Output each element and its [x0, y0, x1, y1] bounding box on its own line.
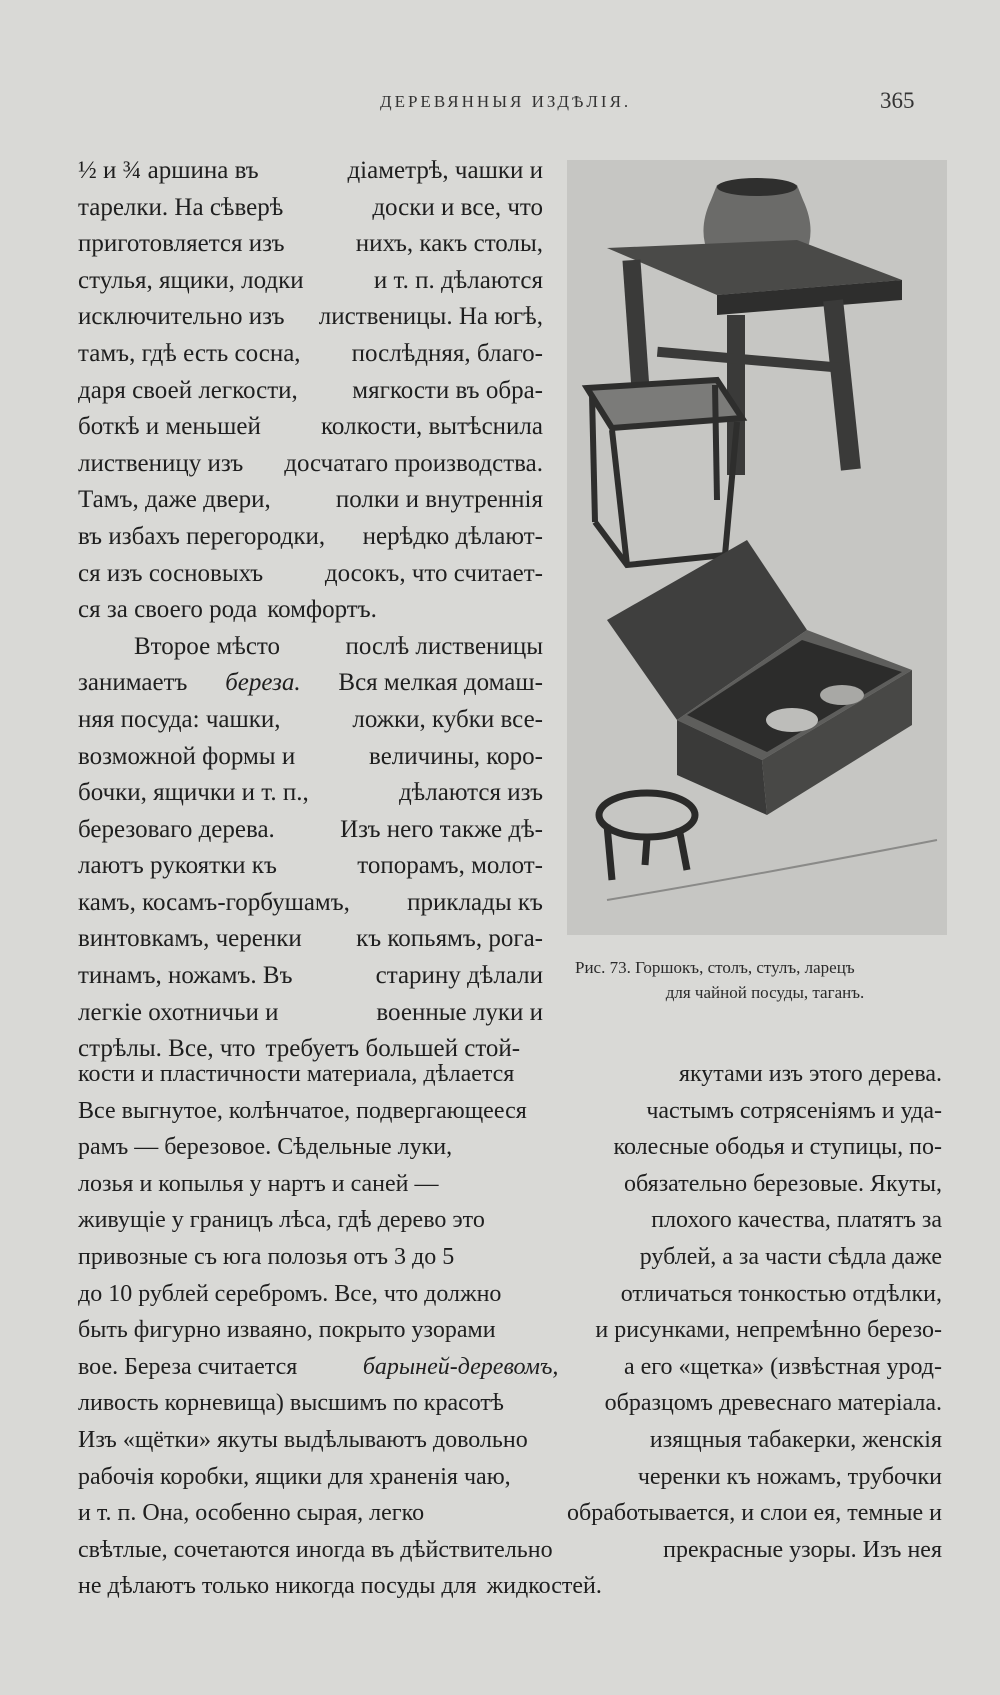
figure-caption [575, 955, 955, 1005]
text-line [78, 409, 543, 446]
text-segment: колкости, вытѣснила [321, 413, 543, 441]
text-segment: изящныя табакерки, женскія [649, 1426, 942, 1453]
text-segment: стрѣлы. Все, что [78, 1035, 256, 1063]
text-line [78, 1459, 942, 1496]
text-line [78, 1093, 942, 1130]
text-segment: плохого качества, платятъ за [651, 1207, 942, 1234]
text-segment: комфортъ. [267, 596, 377, 624]
text-segment: прекрасные узоры. Изъ нея [663, 1536, 942, 1563]
text-segment: досокъ, что считает- [324, 559, 543, 587]
text-segment: послѣ лиственицы [345, 632, 543, 660]
text-segment: тамъ, гдѣ есть сосна, [78, 339, 301, 367]
illustration-pot-table-stool-box-trivet [567, 160, 947, 935]
text-segment: обработывается, и слои ея, темные и [567, 1500, 942, 1527]
text-line [78, 1495, 942, 1532]
text-segment: къ копьямъ, рога- [356, 925, 543, 953]
text-segment: лиственицы. На югѣ, [318, 303, 543, 331]
text-segment: военные луки и [376, 998, 543, 1026]
text-segment: и т. п. Она, особенно сырая, легко [78, 1500, 425, 1527]
text-segment: быть фигурно изваяно, покрыто узорами [78, 1317, 496, 1344]
text-line [78, 1312, 942, 1349]
text-segment: живущіе у границъ лѣса, гдѣ дерево это [78, 1207, 485, 1234]
text-segment: топорамъ, молот- [357, 852, 543, 880]
text-segment: приклады къ [407, 888, 543, 916]
text-line [78, 336, 543, 373]
text-segment: до 10 рублей серебромъ. Все, что должно [78, 1280, 502, 1307]
text-segment: послѣдняя, благо- [351, 339, 543, 367]
page-number: 365 [880, 88, 915, 113]
text-segment: тарелки. На сѣверѣ [78, 193, 284, 221]
text-line [78, 1422, 942, 1459]
text-line [78, 775, 543, 812]
text-segment: діаметрѣ, чашки и [347, 157, 543, 184]
caption-line: для чайной посуды, таганъ. [665, 983, 865, 1002]
narrow-text-column [78, 153, 543, 1068]
text-segment: образцомъ древеснаго матеріала. [604, 1390, 942, 1417]
text-segment: береза. [225, 669, 301, 697]
text-segment: бочки, ящички и т. п., [78, 779, 309, 807]
text-segment: и рисунками, непремѣнно березо- [595, 1317, 942, 1344]
text-line [78, 665, 543, 702]
text-segment: дѣлаются изъ [398, 779, 543, 807]
text-segment: колесные ободья и ступицы, по- [613, 1134, 942, 1161]
text-segment: лаютъ рукоятки къ [78, 852, 277, 880]
text-line [78, 299, 543, 336]
text-segment: легкіе охотничьи и [78, 998, 279, 1026]
text-line [78, 373, 543, 410]
text-line [78, 921, 543, 958]
text-segment: Изъ «щётки» якуты выдѣлываютъ довольно [78, 1426, 528, 1453]
text-segment: Изъ него также дѣ- [340, 815, 543, 843]
text-line [78, 1239, 942, 1276]
text-line [78, 190, 543, 227]
text-segment: занимаетъ [78, 669, 188, 697]
text-segment: рублей, а за части сѣдла даже [639, 1243, 942, 1270]
wide-text-column [78, 1056, 942, 1605]
text-segment: исключительно изъ [78, 303, 285, 331]
text-segment: камъ, косамъ-горбушамъ, [78, 888, 350, 916]
text-line [78, 702, 543, 739]
text-segment: даря своей легкости, [78, 376, 298, 404]
text-segment: полки и внутреннія [335, 486, 543, 514]
text-segment: доски и все, что [372, 193, 543, 221]
text-segment: Все выгнутое, колѣнчатое, подвергающееся [78, 1097, 527, 1124]
text-segment: Второе мѣсто [134, 632, 281, 660]
text-segment: ся за своего рода [78, 596, 258, 624]
text-line [78, 592, 543, 629]
text-segment: привозные съ юга полозья отъ 3 до 5 [78, 1243, 455, 1270]
text-segment: Вся мелкая домаш- [338, 669, 543, 697]
text-segment: боткѣ и меньшей [78, 413, 261, 441]
text-line [78, 1202, 942, 1239]
text-line [78, 263, 543, 300]
caption-line: Рис. 73. Горшокъ, столъ, стулъ, ларецъ [575, 958, 855, 977]
text-segment: приготовляется изъ [78, 230, 285, 258]
text-line [78, 519, 543, 556]
text-segment: отличаться тонкостью отдѣлки, [620, 1280, 942, 1307]
text-line [78, 556, 543, 593]
text-segment: въ избахъ перегородки, [78, 522, 326, 550]
text-line [78, 1056, 942, 1093]
text-segment: свѣтлые, сочетаются иногда въ дѣйствительно [78, 1536, 553, 1563]
text-segment: лиственицу изъ [78, 449, 244, 477]
text-line [78, 1385, 942, 1422]
text-line [78, 739, 543, 776]
text-line [78, 995, 543, 1032]
text-segment: ложки, кубки все- [352, 705, 543, 733]
text-segment: нерѣдко дѣлают- [362, 522, 543, 550]
text-line [78, 885, 543, 922]
text-segment: черенки къ ножамъ, трубочки [637, 1463, 942, 1490]
text-line [78, 1568, 942, 1605]
text-line [78, 153, 543, 190]
text-segment: требуетъ большей стой- [265, 1035, 521, 1063]
text-line [78, 629, 543, 666]
text-segment: ½ и ¾ аршина въ [78, 157, 259, 184]
text-segment: и т. п. дѣлаются [373, 266, 543, 294]
text-segment: ливость корневища) высшимъ по красотѣ [78, 1390, 504, 1417]
text-segment: возможной формы и [78, 742, 296, 770]
text-segment: мягкости въ обра- [352, 376, 543, 404]
text-segment: а его «щетка» (извѣстная урод- [623, 1353, 942, 1380]
text-segment: не дѣлаютъ только никогда посуды для [78, 1573, 477, 1600]
text-line [78, 226, 543, 263]
text-segment: нихъ, какъ столы, [355, 230, 543, 258]
text-segment: жидкостей. [486, 1573, 602, 1600]
text-line [78, 1129, 942, 1166]
text-segment: обязательно березовые. Якуты, [624, 1170, 942, 1197]
text-segment: частымъ сотрясеніямъ и уда- [646, 1097, 942, 1124]
text-segment: винтовкамъ, черенки [78, 925, 302, 953]
text-line [78, 958, 543, 995]
text-segment: березоваго дерева. [78, 815, 275, 843]
text-line [78, 1349, 942, 1386]
illustration-figure [567, 160, 947, 935]
text-segment: старину дѣлали [375, 962, 543, 990]
text-segment: досчатаго производства. [284, 449, 543, 477]
text-segment: лозья и копылья у нартъ и саней — [78, 1170, 439, 1197]
text-line [78, 482, 543, 519]
text-segment: вое. Береза считается [78, 1353, 298, 1380]
running-head: ДЕРЕВЯННЫЯ ИЗДѢЛІЯ. [380, 92, 632, 111]
text-segment: ся изъ сосновыхъ [78, 559, 264, 587]
text-segment: рабочія коробки, ящики для храненія чаю, [78, 1463, 511, 1490]
text-line [78, 1276, 942, 1313]
text-segment: тинамъ, ножамъ. Въ [78, 962, 293, 990]
text-segment: стулья, ящики, лодки [78, 266, 304, 294]
text-line [78, 1532, 942, 1569]
text-segment: Тамъ, даже двери, [78, 486, 271, 514]
text-line [78, 848, 543, 885]
text-segment: кости и пластичности материала, дѣлается [78, 1061, 515, 1087]
text-segment: рамъ — березовое. Сѣдельные луки, [78, 1134, 453, 1161]
text-line [78, 446, 543, 483]
text-segment: величины, коро- [369, 742, 543, 770]
text-segment: няя посуда: чашки, [78, 705, 281, 733]
text-segment: барыней-деревомъ, [362, 1353, 559, 1380]
text-line [78, 1166, 942, 1203]
text-line [78, 812, 543, 849]
text-segment: якутами изъ этого дерева. [678, 1061, 942, 1087]
